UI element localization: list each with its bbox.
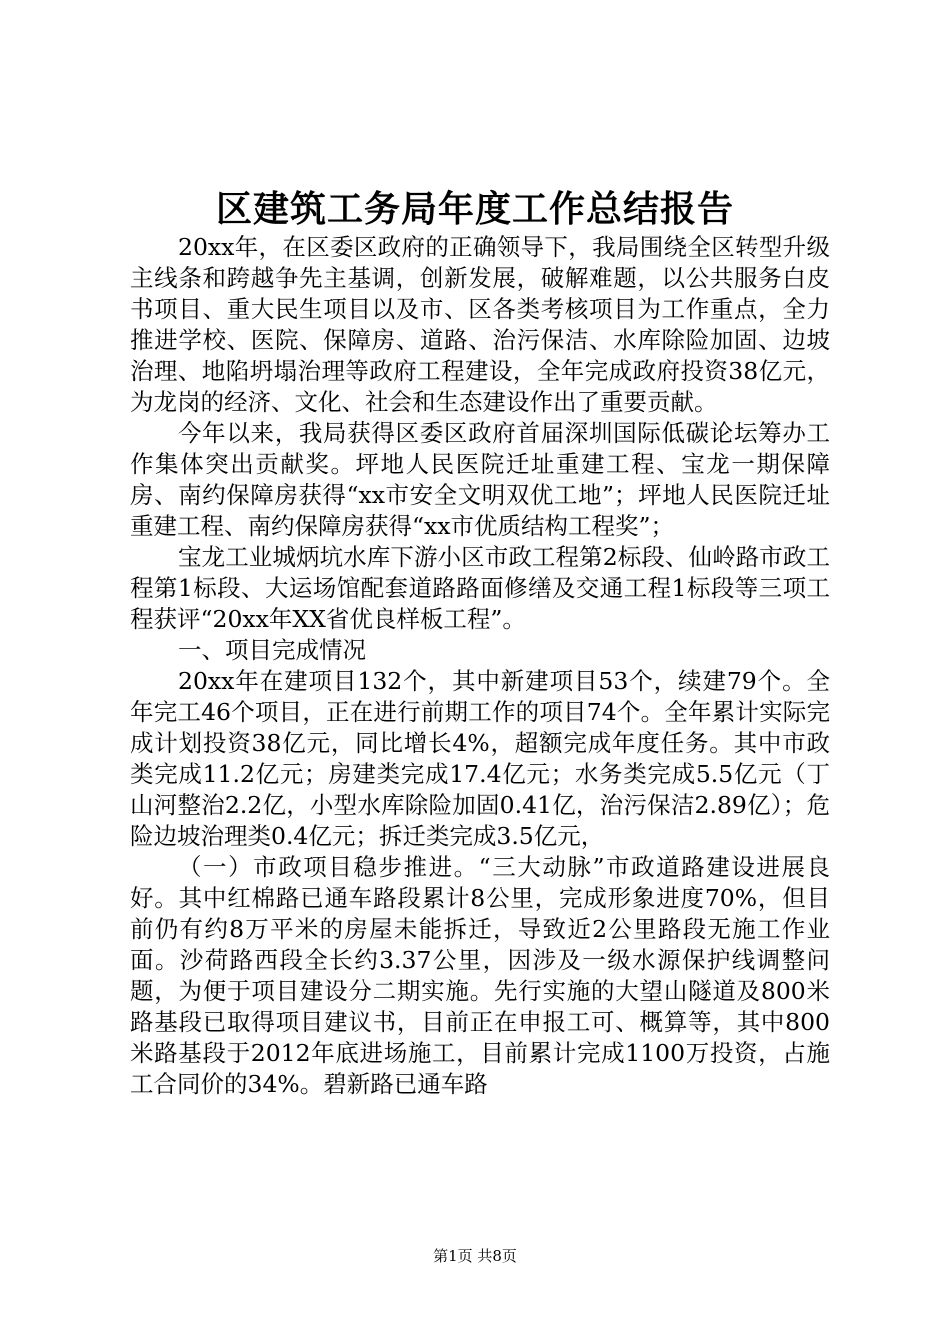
paragraph-municipal-projects: （一）市政项目稳步推进。“三大动脉”市政道路建设进展良好。其中红棉路已通车路段累计8公里，完成形象进度70%，但目前仍有约8万平米的房屋未能拆迁，导致近2公里路段无施工作业面。沙荷路西段全长约3.37公里，因涉及一级水源保护线调整问题，为便于项目建设分二期实施。先行实施的大望山隧道及800米路基段已取得项目建议书，目前正在申报工可、概算等，其中800米路基段于2012年底进场施工，目前累计完成1100万投资，占施工合同价的34%。碧新路已通车路 <box>130 853 830 1098</box>
page-number-footer: 第1页 共8页 <box>433 1247 517 1265</box>
paragraph-intro: 20xx年，在区委区政府的正确领导下，我局围绕全区转型升级主线条和跨越争先主基调，创新发展，破解难题，以公共服务白皮书项目、重大民生项目以及市、区各类考核项目为工作重点，全力推进学校、医院、保障房、道路、治污保洁、水库除险加固、边坡治理、地陷坍塌治理等政府工程建设，全年完成政府投资38亿元，为龙岗的经济、文化、社会和生态建设作出了重要贡献。 <box>130 233 830 416</box>
document-title: 区建筑工务局年度工作总结报告 <box>215 188 734 230</box>
paragraph-model-projects: 宝龙工业城炳坑水库下游小区市政工程第2标段、仙岭路市政工程第1标段、大运场馆配套道路路面修缮及交通工程1标段等三项工程获评“20xx年XX省优良样板工程”。 <box>130 543 830 633</box>
paragraph-project-stats: 20xx年在建项目132个，其中新建项目53个，续建79个。全年完工46个项目，正在进行前期工作的项目74个。全年累计实际完成计划投资38亿元，同比增长4%，超额完成年度任务。其中市政类完成11.2亿元；房建类完成17.4亿元；水务类完成5.5亿元（丁山河整治2.2亿，小型水库除险加固0.41亿，治污保洁2.89亿）；危险边坡治理类0.4亿元；拆迁类完成3.5亿元， <box>130 667 830 850</box>
document-body <box>130 232 830 1100</box>
paragraph-awards: 今年以来，我局获得区委区政府首届深圳国际低碳论坛筹办工作集体突出贡献奖。坪地人民医院迁址重建工程、宝龙一期保障房、南约保障房获得“xx市安全文明双优工地”；坪地人民医院迁址重建工程、南约保障房获得“xx市优质结构工程奖”； <box>130 419 830 540</box>
section-heading-project-completion: 一、项目完成情况 <box>178 636 366 664</box>
